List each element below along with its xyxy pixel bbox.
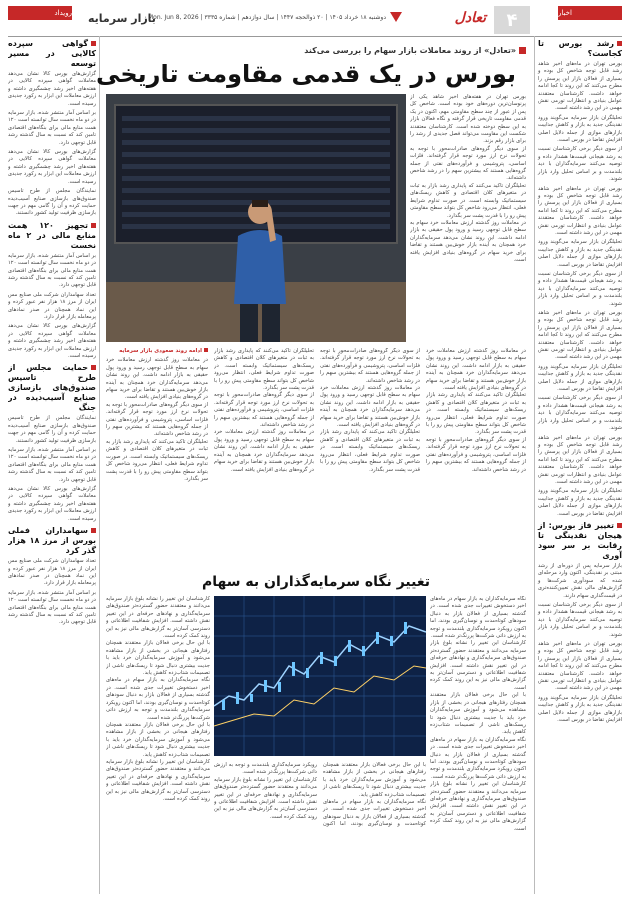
section-title: بازار سرمایه [88,12,156,25]
left-paragraph: بر اساس آمار منتشر شده، بازار سرمایه در دو ماه نخست سال توانسته است ۱۲۰ همت منابع مالی برای بنگاه‌های اقتصادی تامین کند که نسبت به سال گذشته رشد قابل توجهی دارد. [8,589,96,626]
bullet-square-icon [91,528,96,533]
bullet-square-icon [91,41,96,46]
right-paragraph: بازار سرمایه پس از دوره‌ای از رشد مبتنی بر نقدینگی، اکنون وارد مرحله‌ای شده که سودآوری شرکت‌ها و گزارش‌های مالی نقش تعیین‌کننده‌تری در قیمت‌گذاری سهام دارند. [538,562,622,599]
second-story-bottom [214,762,426,892]
left-headline-2: تجهیز ۱۲۰ همت منابع مالی در ۲ ماه نخست [8,220,96,250]
body-paragraph: تحلیلگران تاکید می‌کنند که پایداری رشد بازار به ثبات در متغیرهای کلان اقتصادی و کاهش ریسک‌های سیستماتیک وابسته است. در صورت تداوم شرایط فعلی، انتظار می‌رود شاخص کل بتواند سطح مقاومتی پیش رو را با قدرت پشت سر بگذارد. [410,182,526,219]
body-paragraph: از سوی دیگر گروه‌های صادرات‌محور با توجه به تحولات نرخ ارز مورد توجه قرار گرفته‌اند. فلزات اساسی، پتروشیمی و فرآورده‌های نفتی از جمله گروه‌هایی هستند که بیشترین سهم را در رشد شاخص داشته‌اند. [320,348,420,384]
right-paragraph: بورس تهران در ماه‌های اخیر شاهد رشد قابل توجه شاخص کل بوده و بسیاری از فعالان بازار این پرسش را مطرح می‌کنند که این روند تا کجا ادامه خواهد داشت. کارشناسان معتقدند عوامل بنیادی و انتظارات تورمی نقش مهمی در این رشد داشته است. [538,61,622,112]
right-paragraph: بورس تهران در ماه‌های اخیر شاهد رشد قابل توجه شاخص کل بوده و بسیاری از فعالان بازار این پرسش را مطرح می‌کنند که این روند تا کجا ادامه خواهد داشت. کارشناسان معتقدند عوامل بنیادی و انتظارات تورمی نقش مهمی در این رشد داشته است. [538,185,622,236]
left-paragraph: نمایندگان مجلس از طرح تاسیس صندوق‌های بازسازی صنایع آسیب‌دیده حمایت کرده و آن را گامی مهم در جهت بازسازی ظرفیت تولید کشور دانستند. [8,415,96,444]
body-paragraph: با این حال برخی فعالان بازار معتقدند همچنان رفتارهای هیجانی در بخشی از بازار مشاهده می‌شود و آموزش سرمایه‌گذاران خرد باید با جدیت بیشتری دنبال شود تا ریسک‌های ناشی از تصمیمات شتاب‌زده کاهش یابد. [323,762,426,798]
market-chart-photo [214,596,426,756]
second-headline: تغییر نگاه سرمایه‌گذاران به سهام [202,574,430,590]
left-paragraph: بر اساس آمار منتشر شده، بازار سرمایه در دو ماه نخست سال توانسته است ۱۲۰ همت منابع مالی برای بنگاه‌های اقتصادی تامین کند که نسبت به سال گذشته رشد قابل توجهی دارد. [8,110,96,146]
body-column-1 [426,348,526,588]
right-paragraph: تحلیلگران بازار سرمایه می‌گویند ورود نقدینگی جدید به بازار و کاهش جذابیت بازارهای موازی از جمله دلایل اصلی افزایش تقاضا در بورس است. [538,114,622,144]
body-paragraph: از سوی دیگر گروه‌های صادرات‌محور با توجه به تحولات نرخ ارز مورد توجه قرار گرفته‌اند. فلزات اساسی، پتروشیمی و فرآورده‌های نفتی از جمله گروه‌هایی هستند که بیشترین سهم را در رشد شاخص داشته‌اند. [410,145,526,182]
body-paragraph: نگاه سرمایه‌گذاران به بازار سهام در ماه‌های اخیر دستخوش تغییرات جدی شده است. در گذشته بسیاری از فعالان بازار به دنبال سودهای کوتاه‌مدت و نوسان‌گیری بودند، اما اکنون رویکرد سرمایه‌گذاری بلندمدت و توجه به ارزش ذاتی شرکت‌ها پررنگ‌تر شده است. [214,762,426,828]
body-paragraph: کارشناسان این تغییر را نشانه بلوغ بازار سرمایه می‌دانند و معتقدند حضور گسترده‌تر صندوق‌های سرمایه‌گذاری و نهادهای حرفه‌ای در این تغییر نقش داشته است. افزایش شفافیت اطلاعاتی و دسترسی آسان‌تر به گزارش‌های مالی نیز به این روند کمک کرده است. [430,781,526,832]
bullet-square-icon [91,223,96,228]
lede-paragraph: بورس تهران در هفته‌های اخیر شاهد یکی از پرنوسان‌ترین دوره‌های خود بوده است. شاخص کل پس از عبور از چند سطح مقاومتی مهم، اکنون در یک قدمی مقاومت تاریخی قرار گرفته و نگاه فعالان بازار به این سطح دوخته شده است. کارشناسان معتقدند شکست این مقاومت می‌تواند فصل جدیدی از رشد را برای بازار رقم بزند. [410,94,526,145]
body-paragraph: در معاملات روز گذشته ارزش معاملات خرد سهام به سطح قابل توجهی رسید و ورود پول حقیقی به بازار ادامه داشت. این روند نشان می‌دهد سرمایه‌گذاران خرد همچنان به آینده بازار خوش‌بین هستند و تقاضا برای خرید سهام در گروه‌های بنیادی افزایش یافته است. [426,348,526,392]
right-news-column [534,36,622,894]
body-paragraph: تحلیلگران تاکید می‌کنند که پایداری رشد بازار به ثبات در متغیرهای کلان اقتصادی و کاهش ریسک‌های سیستماتیک وابسته است. در صورت تداوم شرایط فعلی، انتظار می‌رود شاخص کل بتواند سطح مقاومتی پیش رو را با قدرت پشت سر بگذارد. [106,438,208,482]
second-story-column-left [106,596,210,892]
body-paragraph: در معاملات روز گذشته ارزش معاملات خرد سهام به سطح قابل توجهی رسید و ورود پول حقیقی به بازار ادامه داشت. این روند نشان می‌دهد سرمایه‌گذاران خرد همچنان به آینده بازار خوش‌بین هستند و تقاضا برای خرید سهام در گروه‌های بنیادی افزایش یافته است. [320,385,420,429]
body-paragraph: کارشناسان این تغییر را نشانه بلوغ بازار سرمایه می‌دانند و معتقدند حضور گسترده‌تر صندوق‌های سرمایه‌گذاری و نهادهای حرفه‌ای در این تغییر نقش داشته است. افزایش شفافیت اطلاعاتی و دسترسی آسان‌تر به گزارش‌های مالی نیز به این روند کمک کرده است. [430,640,526,691]
left-paragraph: تعداد سهامداران شرکت ملی صنایع مس ایران از مرز ۱۸ هزار نفر عبور کرده و این نماد همچنان در صدر نمادهای پرمعامله بازار قرار دارد. [8,558,96,587]
main-story [96,36,526,894]
right-paragraph: تحلیلگران بازار سرمایه می‌گویند ورود نقدینگی جدید به بازار و کاهش جذابیت بازارهای موازی از جمله دلایل اصلی افزایش تقاضا در بورس است. [538,694,622,724]
left-headline-4: سهامداران فملی بورس از مرز ۱۸ هزار گذر کرد [8,526,96,556]
body-paragraph: نگاه سرمایه‌گذاران به بازار سهام در ماه‌های اخیر دستخوش تغییرات جدی شده است. در گذشته بسیاری از فعالان بازار به دنبال سودهای کوتاه‌مدت و نوسان‌گیری بودند، اما اکنون رویکرد سرمایه‌گذاری بلندمدت و توجه به ارزش ذاتی شرکت‌ها پررنگ‌تر شده است. [106,677,210,721]
newspaper-logo: تعادل [454,10,486,26]
body-paragraph: از سوی دیگر گروه‌های صادرات‌محور با توجه به تحولات نرخ ارز مورد توجه قرار گرفته‌اند. فلزات اساسی، پتروشیمی و فرآورده‌های نفتی از جمله گروه‌هایی هستند که بیشترین سهم را در رشد شاخص داشته‌اند. [426,436,526,473]
left-paragraph: تعداد سهامداران شرکت ملی صنایع مس ایران از مرز ۱۸ هزار نفر عبور کرده و این نماد همچنان در صدر نمادهای پرمعامله بازار قرار دارد. [8,291,96,320]
body-paragraph: با این حال برخی فعالان بازار معتقدند همچنان رفتارهای هیجانی در بخشی از بازار مشاهده می‌شود و آموزش سرمایه‌گذاران خرد باید با جدیت بیشتری دنبال شود تا ریسک‌های ناشی از تصمیمات شتاب‌زده کاهش یابد. [106,640,210,677]
page-number: ۴ [494,6,530,34]
body-paragraph: نگاه سرمایه‌گذاران به بازار سهام در ماه‌های اخیر دستخوش تغییرات جدی شده است. در گذشته بسیاری از فعالان بازار به دنبال سودهای کوتاه‌مدت و نوسان‌گیری بودند، اما اکنون رویکرد سرمایه‌گذاری بلندمدت و توجه به ارزش ذاتی شرکت‌ها پررنگ‌تر شده است. [430,596,526,640]
bullet-square-icon [204,348,208,352]
story-body [106,348,526,588]
right-paragraph: از سوی دیگر برخی کارشناسان نسبت به رشد هیجانی قیمت‌ها هشدار داده و توصیه می‌کنند سرمایه‌گذاران با دید بلندمدت و بر اساس تحلیل وارد بازار شوند. [538,395,622,432]
kicker-marker-icon [519,47,526,54]
left-paragraph: گزارش‌های بورس کالا نشان می‌دهد معاملات گواهی سپرده کالایی در هفته‌های اخیر رشد چشمگیری داشته و ارزش معاملات این ابزار به رکورد جدیدی رسیده است. [8,486,96,522]
body-paragraph: تحلیلگران تاکید می‌کنند که پایداری رشد بازار به ثبات در متغیرهای کلان اقتصادی و کاهش ریسک‌های سیستماتیک وابسته است. در صورت تداوم شرایط فعلی، انتظار می‌رود شاخص کل بتواند سطح مقاومتی پیش رو را با قدرت پشت سر بگذارد. [320,429,420,473]
body-paragraph: تحلیلگران تاکید می‌کنند که پایداری رشد بازار به ثبات در متغیرهای کلان اقتصادی و کاهش ریسک‌های سیستماتیک وابسته است. در صورت تداوم شرایط فعلی، انتظار می‌رود شاخص کل بتواند سطح مقاومتی پیش رو را با قدرت پشت سر بگذارد. [426,392,526,436]
body-paragraph: از سوی دیگر گروه‌های صادرات‌محور با توجه به تحولات نرخ ارز مورد توجه قرار گرفته‌اند. فلزات اساسی، پتروشیمی و فرآورده‌های نفتی از جمله گروه‌هایی هستند که بیشترین سهم را در رشد شاخص داشته‌اند. [106,401,208,438]
left-paragraph: گزارش‌های بورس کالا نشان می‌دهد معاملات گواهی سپرده کالایی در هفته‌های اخیر رشد چشمگیری داشته و ارزش معاملات این ابزار به رکورد جدیدی رسیده است. [8,149,96,185]
left-headline-1: گواهی سپرده کالایی در مسیر توسعه [8,39,96,68]
lede-column [410,94,526,344]
events-tab: رویداد [8,6,72,20]
right-paragraph: بورس تهران در ماه‌های اخیر شاهد رشد قابل توجه شاخص کل بوده و بسیاری از فعالان بازار این پرسش را مطرح می‌کنند که این روند تا کجا ادامه خواهد داشت. کارشناسان معتقدند عوامل بنیادی و انتظارات تورمی نقش مهمی در این رشد داشته است. [538,641,622,692]
dateline: دوشنبه ۱۸ خرداد ۱۴۰۵ | ۲۰ ذوالحجه ۱۴۴۷ | سال دوازدهم | شماره ۳۳۳۵ | Mon. Jun 8, 2026 [148,14,386,21]
right-paragraph: بورس تهران در ماه‌های اخیر شاهد رشد قابل توجه شاخص کل بوده و بسیاری از فعالان بازار این پرسش را مطرح می‌کنند که این روند تا کجا ادامه خواهد داشت. کارشناسان معتقدند عوامل بنیادی و انتظارات تورمی نقش مهمی در این رشد داشته است. [538,434,622,485]
story-headline: بورس در یک قدمی مقاومت تاریخی [96,60,516,88]
right-paragraph: از سوی دیگر برخی کارشناسان نسبت به رشد هیجانی قیمت‌ها هشدار داده و توصیه می‌کنند سرمایه‌گذاران با دید بلندمدت و بر اساس تحلیل وارد بازار شوند. [538,602,622,638]
subheading: ادامه روند صعودی بازار سرمایه [106,348,208,355]
right-paragraph: از سوی دیگر برخی کارشناسان نسبت به رشد هیجانی قیمت‌ها هشدار داده و توصیه می‌کنند سرمایه‌گذاران با دید بلندمدت و بر اساس تحلیل وارد بازار شوند. [538,270,622,307]
right-paragraph: از سوی دیگر برخی کارشناسان نسبت به رشد هیجانی قیمت‌ها هشدار داده و توصیه می‌کنند سرمایه‌گذاران با دید بلندمدت و بر اساس تحلیل وارد بازار شوند. [538,146,622,183]
right-paragraph: تحلیلگران بازار سرمایه می‌گویند ورود نقدینگی جدید به بازار و کاهش جذابیت بازارهای موازی از جمله دلایل اصلی افزایش تقاضا در بورس است. [538,488,622,517]
body-paragraph: کارشناسان این تغییر را نشانه بلوغ بازار سرمایه می‌دانند و معتقدند حضور گسترده‌تر صندوق‌های سرمایه‌گذاری و نهادهای حرفه‌ای در این تغییر نقش داشته است. افزایش شفافیت اطلاعاتی و دسترسی آسان‌تر به گزارش‌های مالی نیز به این روند کمک کرده است. [106,596,210,640]
right-paragraph: تحلیلگران بازار سرمایه می‌گویند ورود نقدینگی جدید به بازار و کاهش جذابیت بازارهای موازی از جمله دلایل اصلی افزایش تقاضا در بورس است. [538,239,622,268]
left-paragraph: نمایندگان مجلس از طرح تاسیس صندوق‌های بازسازی صنایع آسیب‌دیده حمایت کرده و آن را گامی مهم در جهت بازسازی ظرفیت تولید کشور دانستند. [8,188,96,217]
body-paragraph: در معاملات روز گذشته ارزش معاملات خرد سهام به سطح قابل توجهی رسید و ورود پول حقیقی به بازار ادامه داشت. این روند نشان می‌دهد سرمایه‌گذاران خرد همچنان به آینده بازار خوش‌بین هستند و تقاضا برای خرید سهام در گروه‌های بنیادی افزایش یافته است. [410,219,526,263]
right-paragraph: بورس تهران در ماه‌های اخیر شاهد رشد قابل توجه شاخص کل بوده و بسیاری از فعالان بازار این پرسش را مطرح می‌کنند که این روند تا کجا ادامه خواهد داشت. کارشناسان معتقدند عوامل بنیادی و انتظارات تورمی نقش مهمی در این رشد داشته است. [538,310,622,361]
body-paragraph: از سوی دیگر گروه‌های صادرات‌محور با توجه به تحولات نرخ ارز مورد توجه قرار گرفته‌اند. فلزات اساسی، پتروشیمی و فرآورده‌های نفتی از جمله گروه‌هایی هستند که بیشترین سهم را در رشد شاخص داشته‌اند. [214,392,314,429]
left-paragraph: بر اساس آمار منتشر شده، بازار سرمایه در دو ماه نخست سال توانسته است ۱۲۰ همت منابع مالی برای بنگاه‌های اقتصادی تامین کند که نسبت به سال گذشته رشد قابل توجهی دارد. [8,447,96,483]
body-paragraph: با این حال برخی فعالان بازار معتقدند همچنان رفتارهای هیجانی در بخشی از بازار مشاهده می‌شود و آموزش سرمایه‌گذاران خرد باید با جدیت بیشتری دنبال شود تا ریسک‌های ناشی از تصمیمات شتاب‌زده کاهش یابد. [106,721,210,758]
body-column-4 [106,348,208,588]
right-headline-2: تغییر فاز بورس: از هیجان نقدینگی تا رقابت بر سر سود آوری [538,520,622,560]
left-paragraph: گزارش‌های بورس کالا نشان می‌دهد معاملات گواهی سپرده کالایی در هفته‌های اخیر رشد چشمگیری داشته و ارزش معاملات این ابزار به رکورد جدیدی رسیده است. [8,323,96,359]
body-paragraph: با این حال برخی فعالان بازار معتقدند همچنان رفتارهای هیجانی در بخشی از بازار مشاهده می‌شود و آموزش سرمایه‌گذاران خرد باید با جدیت بیشتری دنبال شود تا ریسک‌های ناشی از تصمیمات شتاب‌زده کاهش یابد. [430,692,526,736]
left-headline-3: حمایت مجلس از طرح تاسیس صندوق‌های بازسازی صنایع آسیب‌دیده در جنگ [8,363,96,413]
man-on-phone-figure [226,192,294,342]
body-paragraph: کارشناسان این تغییر را نشانه بلوغ بازار سرمایه می‌دانند و معتقدند حضور گسترده‌تر صندوق‌های سرمایه‌گذاری و نهادهای حرفه‌ای در این تغییر نقش داشته است. افزایش شفافیت اطلاعاتی و دسترسی آسان‌تر به گزارش‌های مالی نیز به این روند کمک کرده است. [106,758,210,802]
body-column-2 [320,348,420,588]
left-news-column [8,36,100,894]
body-paragraph: در معاملات روز گذشته ارزش معاملات خرد سهام به سطح قابل توجهی رسید و ورود پول حقیقی به بازار ادامه داشت. این روند نشان می‌دهد سرمایه‌گذاران خرد همچنان به آینده بازار خوش‌بین هستند و تقاضا برای خرید سهام در گروه‌های بنیادی افزایش یافته است. [106,357,208,401]
bullet-square-icon [617,523,622,528]
body-paragraph: تحلیلگران تاکید می‌کنند که پایداری رشد بازار به ثبات در متغیرهای کلان اقتصادی و کاهش ریسک‌های سیستماتیک وابسته است. در صورت تداوم شرایط فعلی، انتظار می‌رود شاخص کل بتواند سطح مقاومتی پیش رو را با قدرت پشت سر بگذارد. [214,348,314,392]
triangle-marker-icon [390,12,402,22]
trader-photo [106,94,406,342]
left-paragraph: گزارش‌های بورس کالا نشان می‌دهد معاملات گواهی سپرده کالایی در هفته‌های اخیر رشد چشمگیری داشته و ارزش معاملات این ابزار به رکورد جدیدی رسیده است. [8,71,96,107]
story-kicker: «تعادل» از روند معاملات بازار سهام را بررسی می‌کند [106,46,526,55]
body-paragraph: نگاه سرمایه‌گذاران به بازار سهام در ماه‌های اخیر دستخوش تغییرات جدی شده است. در گذشته بسیاری از فعالان بازار به دنبال سودهای کوتاه‌مدت و نوسان‌گیری بودند، اما اکنون رویکرد سرمایه‌گذاری بلندمدت و توجه به ارزش ذاتی شرکت‌ها پررنگ‌تر شده است. [430,736,526,780]
left-paragraph: بر اساس آمار منتشر شده، بازار سرمایه در دو ماه نخست سال توانسته است ۱۲۰ همت منابع مالی برای بنگاه‌های اقتصادی تامین کند که نسبت به سال گذشته رشد قابل توجهی دارد. [8,252,96,289]
right-headline-1: رشد بورس تا کجاست؟ [538,39,622,58]
bullet-square-icon [617,41,622,46]
body-paragraph: در معاملات روز گذشته ارزش معاملات خرد سهام به سطح قابل توجهی رسید و ورود پول حقیقی به بازار ادامه داشت. این روند نشان می‌دهد سرمایه‌گذاران خرد همچنان به آینده بازار خوش‌بین هستند و تقاضا برای خرید سهام در گروه‌های بنیادی افزایش یافته است. [214,429,314,473]
body-paragraph: کارشناسان این تغییر را نشانه بلوغ بازار سرمایه می‌دانند و معتقدند حضور گسترده‌تر صندوق‌های سرمایه‌گذاری و نهادهای حرفه‌ای در این تغییر نقش داشته است. افزایش شفافیت اطلاعاتی و دسترسی آسان‌تر به گزارش‌های مالی نیز به این روند کمک کرده است. [214,776,317,820]
news-tab: اخبار [558,6,622,20]
second-story-column-right [430,596,526,892]
body-column-3 [214,348,314,588]
right-paragraph: تحلیلگران بازار سرمایه می‌گویند ورود نقدینگی جدید به بازار و کاهش جذابیت بازارهای موازی از جمله دلایل اصلی افزایش تقاضا در بورس است. [538,363,622,393]
bullet-square-icon [91,365,96,370]
candlestick-chart-image [214,596,426,756]
